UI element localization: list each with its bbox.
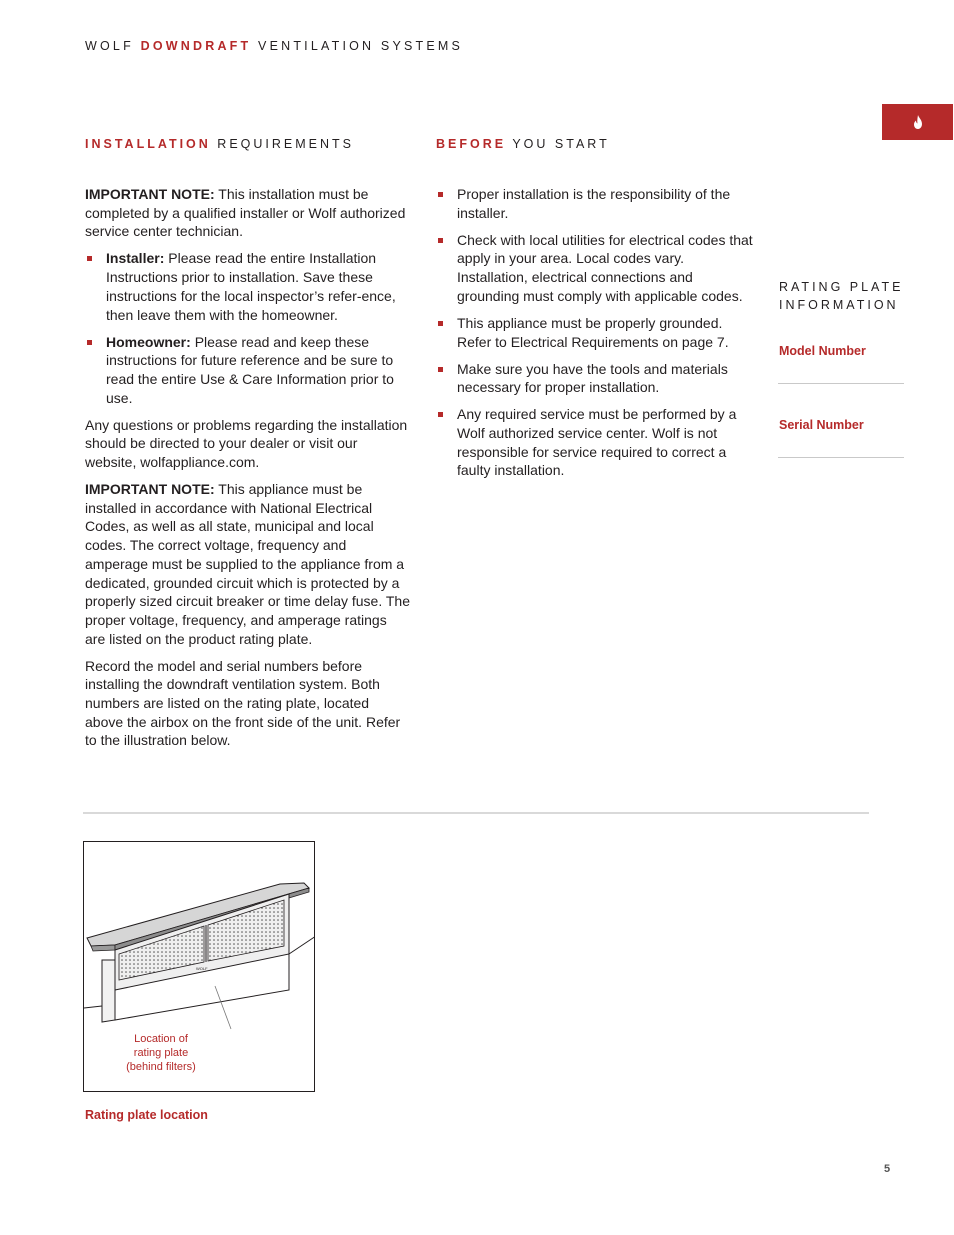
installation-body bbox=[85, 185, 410, 758]
header-brand: WOLF bbox=[85, 39, 134, 53]
page-header bbox=[85, 39, 463, 53]
before-heading-rest: YOU START bbox=[512, 137, 610, 151]
model-number-line bbox=[778, 383, 904, 384]
unit-logo: WOLF bbox=[196, 966, 208, 971]
record-paragraph: Record the model and serial numbers before installing the downdraft ventilation system. Both numbers are listed on the rating plate, located above the airbox on the front side of the unit. Refer to the illustration below. bbox=[85, 657, 401, 749]
serial-number-label: Serial Number bbox=[779, 418, 864, 432]
installation-heading-rest: REQUIREMENTS bbox=[217, 137, 354, 151]
before-bullets bbox=[436, 185, 758, 480]
header-rest: VENTILATION SYSTEMS bbox=[258, 39, 464, 53]
section-divider bbox=[83, 812, 869, 814]
installation-heading-bold: INSTALLATION bbox=[85, 137, 211, 151]
list-item: Any required service must be performed by a Wolf authorized service center. Wolf is not responsible for service required to correct a faulty installation. bbox=[436, 405, 758, 480]
figure-caption: Rating plate location bbox=[85, 1108, 208, 1122]
header-product: DOWNDRAFT bbox=[140, 39, 252, 53]
important-note-2: IMPORTANT NOTE: This appliance must be installed in accordance with National Electrical Codes, as well as all state, municipal and local codes. The correct voltage, frequency and amperage must be supplied to the appliance from a dedicated, grounded circuit which is protected by a properly sized circuit breaker or time delay fuse. The proper voltage, frequency, and amperage ratings are listed on the product rating plate. bbox=[85, 481, 410, 647]
rating-plate-title: RATING PLATE INFORMATION bbox=[779, 280, 904, 312]
list-item: Make sure you have the tools and materials necessary for proper installation. bbox=[436, 360, 758, 397]
figure-note: Location of rating plate (behind filters) bbox=[126, 1033, 196, 1073]
questions-paragraph: Any questions or problems regarding the installation should be directed to your dealer or visit our website, wolfappliance.com. bbox=[85, 416, 408, 471]
before-heading-bold: BEFORE bbox=[436, 137, 507, 151]
list-item: Homeowner: Please read and keep these instructions for future reference and be sure to read the entire Use & Care Information prior to use. bbox=[85, 333, 410, 408]
before-heading bbox=[436, 137, 610, 151]
rating-plate-figure bbox=[83, 841, 315, 1092]
serial-number-line bbox=[778, 457, 904, 458]
important-note-1: IMPORTANT NOTE: This installation must be completed by a qualified installer or Wolf authorized service center technician. bbox=[85, 186, 406, 240]
page-number: 5 bbox=[884, 1163, 891, 1175]
installation-heading bbox=[85, 137, 354, 151]
section-tab bbox=[882, 104, 953, 140]
list-item: Installer: Please read the entire Installation Instructions prior to installation. Save these instructions for the local inspector’s refer-ence, then leave them with the homeowner. bbox=[85, 249, 410, 324]
model-number-label: Model Number bbox=[779, 344, 866, 358]
flame-icon bbox=[912, 115, 924, 129]
list-item: This appliance must be properly grounded. Refer to Electrical Requirements on page 7. bbox=[436, 314, 758, 351]
list-item: Check with local utilities for electrical codes that apply in your area. Local codes vary. Installation, electrical connections and grounding must comply with applicable codes. bbox=[436, 231, 758, 306]
list-item: Proper installation is the responsibility of the installer. bbox=[436, 185, 758, 222]
before-body bbox=[436, 185, 758, 488]
installation-bullets bbox=[85, 249, 410, 407]
